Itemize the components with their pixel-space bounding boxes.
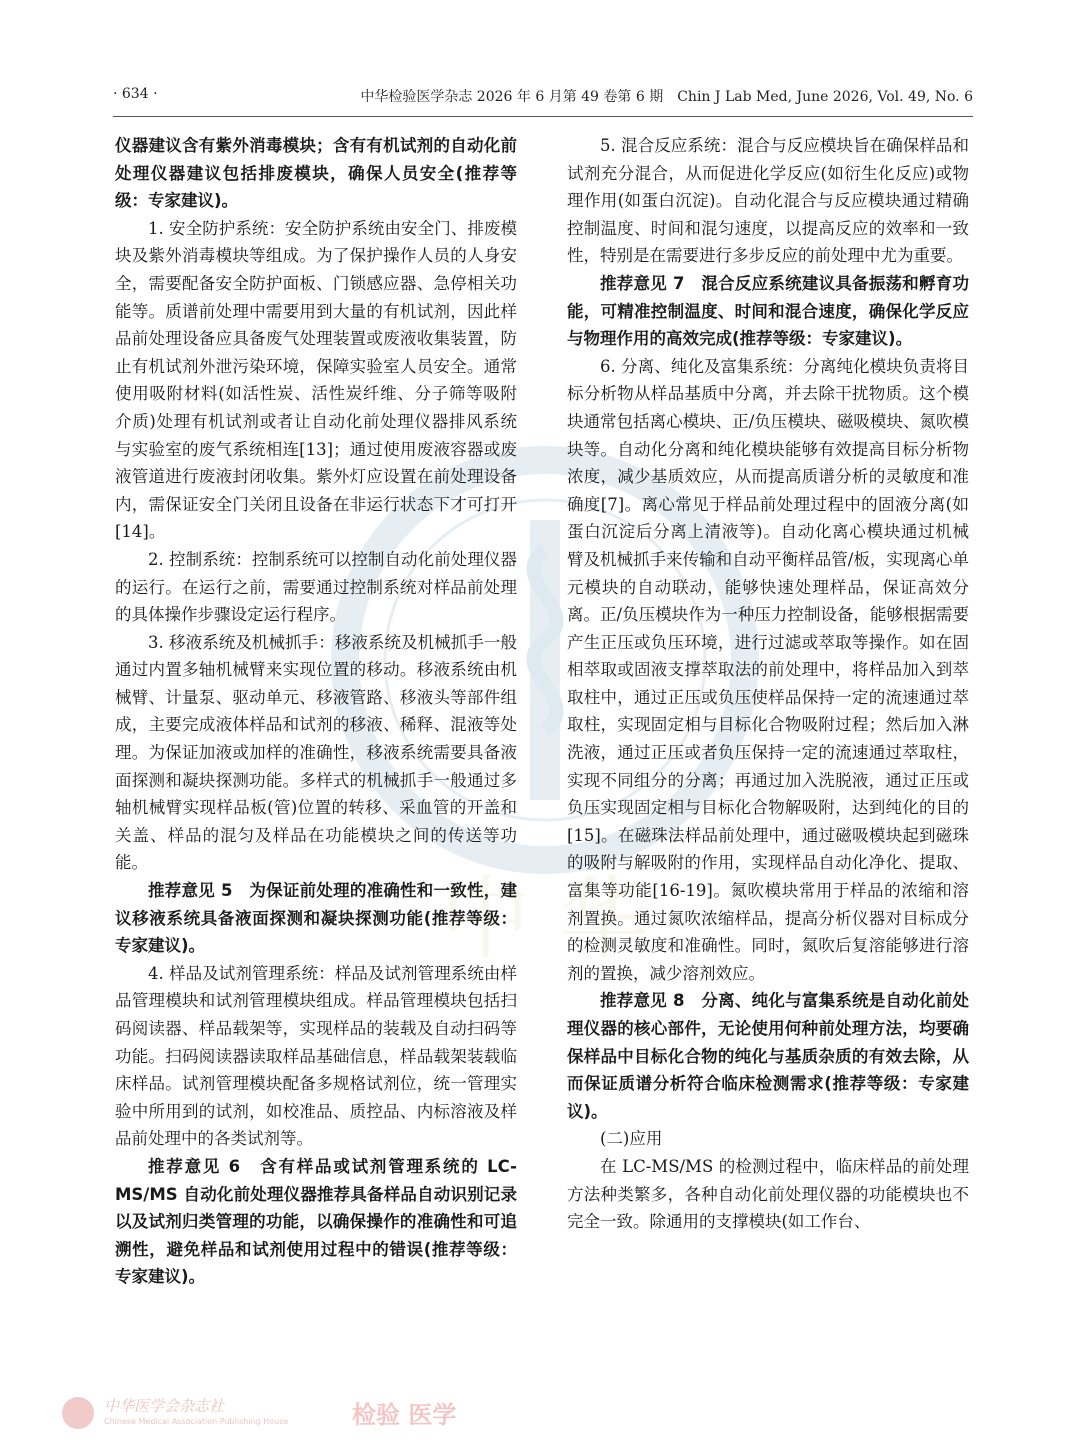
paragraph: 4. 样品及试剂管理系统：样品及试剂管理系统由样品管理模块和试剂管理模块组成。样品管理模块包括扫码阅读器、样品载架等，实现样品的装载及自动扫码等功能。扫码阅读器读取样品基础信息，样品载架装载临床样品。试剂管理模块配备多规格试剂位，统一管理实验中所用到的试剂，如校准品、质控品、内标溶液及样品前处理中的各类试剂等。: [115, 963, 517, 1149]
header-rule: [113, 116, 973, 117]
paragraph: 2. 控制系统：控制系统可以控制自动化前处理仪器的运行。在运行之前，需要通过控制系统对样品前处理的具体操作步骤设定运行程序。: [115, 549, 517, 625]
recommendation-7: 推荐意见 7 混合反应系统建议具备振荡和孵育功能，可精准控制温度、时间和混合速度，确保化学反应与物理作用的高效完成(推荐等级：专家建议)。: [567, 273, 969, 349]
left-column: [115, 132, 517, 1291]
paragraph: 1. 安全防护系统：安全防护系统由安全门、排废模块及紫外消毒模块等组成。为了保护操作人员的人身安全，需要配备安全防护面板、门锁感应器、急停相关功能等。质谱前处理中需要用到大量的有机试剂，因此样品前处理设备应具备废气处理装置或废液收集装置，防止有机试剂外泄污染环境，保障实验室人员安全。通常使用吸附材料(如活性炭、活性炭纤维、分子筛等吸附介质)处理有机试剂或者让自动化前处理仪器排风系统与实验室的废气系统相连[13]；通过使用废液容器或废液管道进行废液封闭收集。紫外灯应设置在前处理设备内，需保证安全门关闭且设备在非运行状态下才可打开[14]。: [115, 218, 517, 542]
brand-tag: 检验 医学: [352, 1401, 457, 1429]
paragraph: 6. 分离、纯化及富集系统：分离纯化模块负责将目标分析物从样品基质中分离，并去除干扰物质。这个模块通常包括离心模块、正/负压模块、磁吸模块、氮吹模块等。自动化分离和纯化模块能够有效提高目标分析物浓度，减少基质效应，从而提高质谱分析的灵敏度和准确度[7]。离心常见于样品前处理过程中的固液分离(如蛋白沉淀后分离上清液等)。自动化离心模块通过机械臂及机械抓手来传输和自动平衡样品管/板，实现离心单元模块的自动联动，能够快速处理样品，保证高效分离。正/负压模块作为一种压力控制设备，能够根据需要产生正压或负压环境，进行过滤或萃取等操作。如在固相萃取或固液支撑萃取法的前处理中，将样品加入到萃取柱中，通过正压或负压使样品保持一定的流速通过萃取柱，实现固定相与目标化合物吸附过程；然后加入淋洗液，通过正压或者负压保持一定的流速通过萃取柱，实现不同组分的分离；再通过加入洗脱液，通过正压或负压实现固定相与目标化合物解吸附，达到纯化的目的[15]。在磁珠法样品前处理中，通过磁吸模块起到磁珠的吸附与解吸附的作用，实现样品自动化净化、提取、富集等功能[16-19]。氮吹模块常用于样品的浓缩和溶剂置换。通过氮吹浓缩样品，提高分析仪器对目标成分的检测灵敏度和准确性。同时，氮吹后复溶能够进行溶剂的置换，减少溶剂效应。: [567, 356, 969, 983]
page-number: · 634 ·: [113, 86, 158, 102]
recommendation-5: 推荐意见 5 为保证前处理的准确性和一致性，建议移液系统具备液面探测和凝块探测功能(推荐等级：专家建议)。: [115, 881, 517, 956]
publisher-logo: [62, 1393, 482, 1437]
publisher-name: 中华医学会杂志社: [104, 1397, 225, 1415]
recommendation-6: 推荐意见 6 含有样品或试剂管理系统的 LC-MS/MS 自动化前处理仪器推荐具备样品自动识别记录以及试剂归类管理的功能，以确保操作的准确性和可追溯性，避免样品和试剂使用过程中的错误(推荐等级：专家建议)。: [115, 1156, 517, 1287]
paragraph: 5. 混合反应系统：混合与反应模块旨在确保样品和试剂充分混合，从而促进化学反应(如衍生化反应)或物理作用(如蛋白沉淀)。自动化混合与反应模块通过精确控制温度、时间和混匀速度，以提高反应的效率和一致性，特别是在需要进行多步反应的前处理中尤为重要。: [567, 136, 969, 266]
paragraph: 仪器建议含有紫外消毒模块；含有有机试剂的自动化前处理仪器建议包括排废模块，确保人员安全(推荐等级：专家建议)。: [115, 136, 517, 211]
paragraph: 在 LC-MS/MS 的检测过程中，临床样品的前处理方法种类繁多，各种自动化前处理仪器的功能模块也不完全一致。除通用的支撑模块(如工作台、: [567, 1156, 969, 1232]
paragraph: 3. 移液系统及机械抓手：移液系统及机械抓手一般通过内置多轴机械臂来实现位置的移动。移液系统由机械臂、计量泵、驱动单元、移液管路、移液头等部件组成，主要完成液体样品和试剂的移液、稀释、混液等处理。为保证加液或加样的准确性，移液系统需要具备液面探测和凝块探测功能。多样式的机械抓手一般通过多轴机械臂实现样品板(管)位置的转移、采血管的开盖和关盖、样品的混匀及样品在功能模块之间的传送等功能。: [115, 632, 517, 873]
publisher-english: Chinese Medical Association Publishing House: [104, 1417, 289, 1426]
seal-icon: [62, 1397, 94, 1429]
section-heading: (二)应用: [600, 1129, 663, 1149]
running-header: [113, 86, 973, 110]
journal-citation: 中华检验医学杂志 2026 年 6 月第 49 卷第 6 期 Chin J Lab Med, June 2026, Vol. 49, No. 6: [360, 89, 973, 105]
right-column: [567, 132, 969, 1236]
svg-text:中 华: 中 华: [440, 867, 650, 972]
recommendation-8: 推荐意见 8 分离、纯化与富集系统是自动化前处理仪器的核心部件，无论使用何种前处理方法，均要确保样品中目标化合物的纯化与基质杂质的有效去除，从而保证质谱分析符合临床检测需求(推荐等级：专家建议)。: [567, 991, 969, 1121]
